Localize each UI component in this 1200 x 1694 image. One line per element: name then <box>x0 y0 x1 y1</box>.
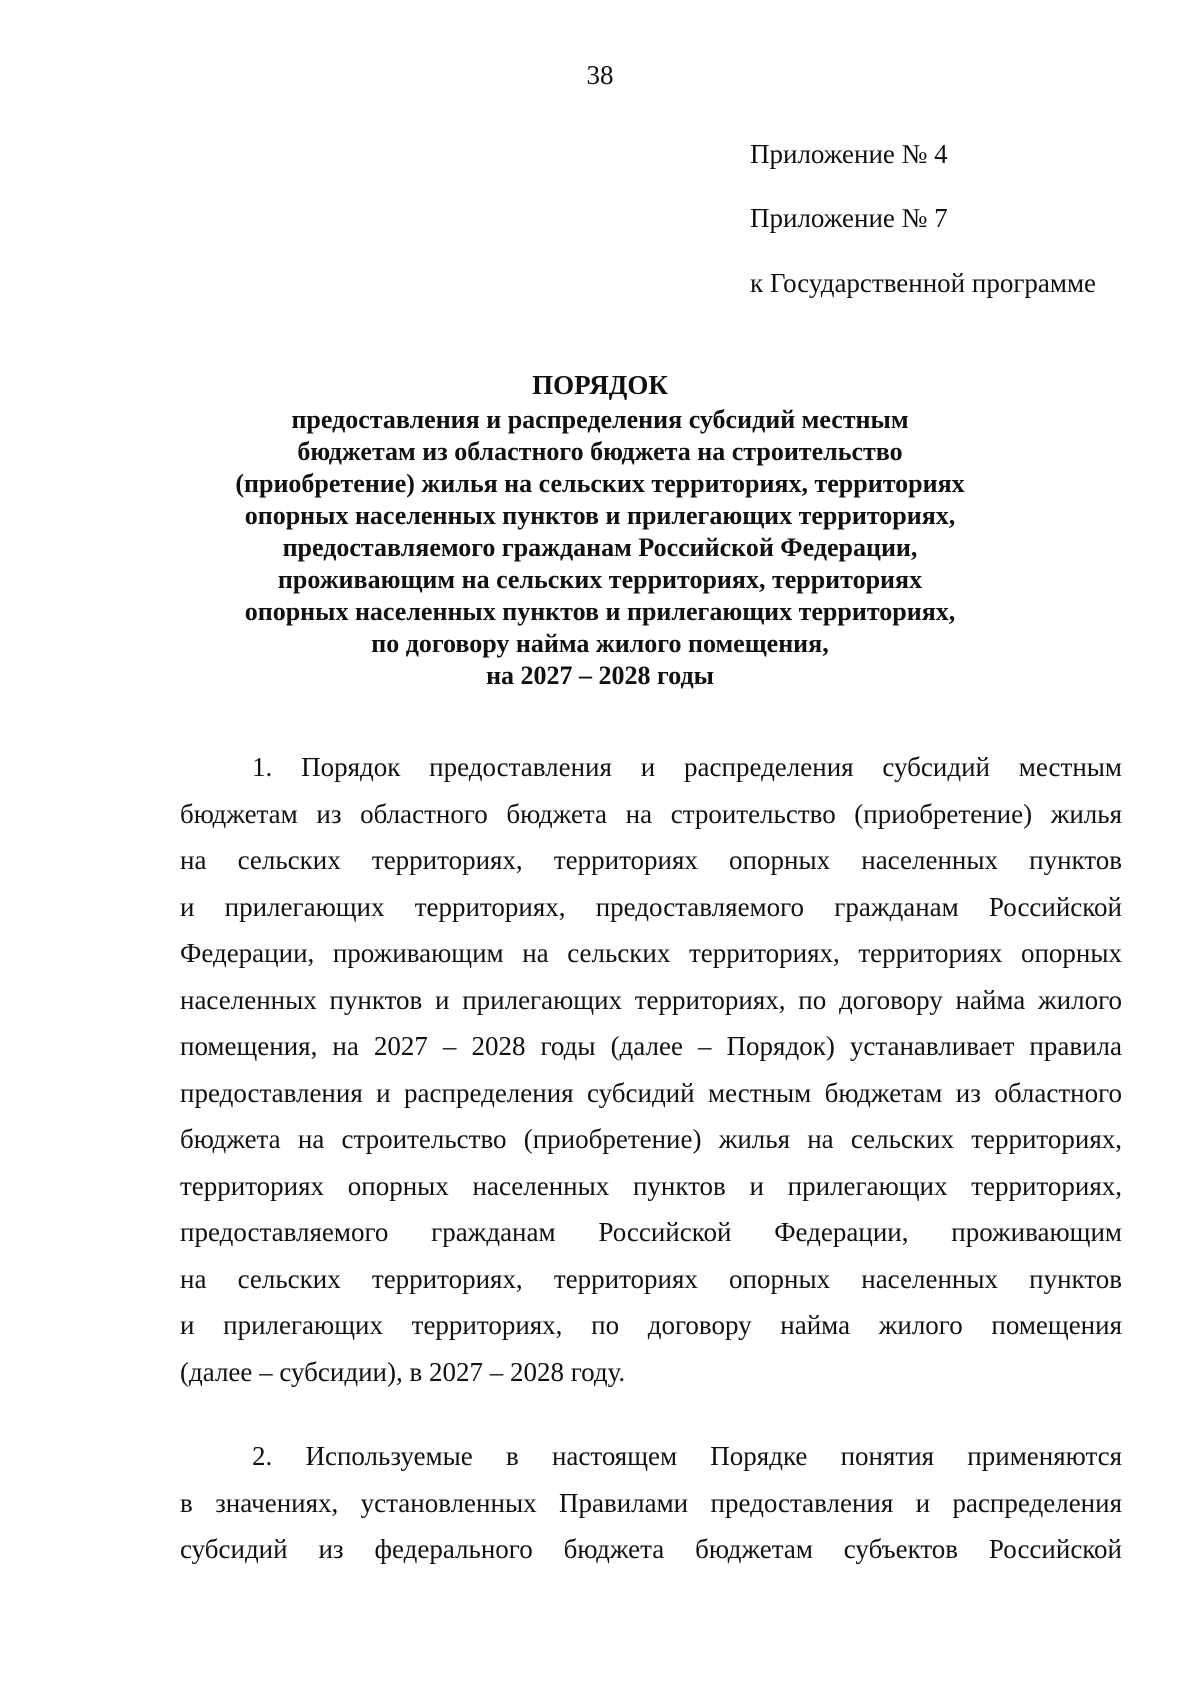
paragraph-line: субсидий из федерального бюджета бюджетам субъектов Российской <box>180 1534 1122 1564</box>
paragraph-line: бюджета на строительство (приобретение) жилья на сельских территориях, <box>180 1124 1122 1154</box>
subtitle-line: опорных населенных пунктов и прилегающих территориях, <box>244 597 956 626</box>
paragraph-line: на сельских территориях, территориях опорных населенных пунктов <box>180 1263 1122 1294</box>
paragraph-1 <box>180 744 1122 1395</box>
subtitle-line: проживающим на сельских территориях, территориях <box>277 565 923 594</box>
paragraph-line: и прилегающих территориях, по договору найма жилого помещения <box>180 1310 1122 1340</box>
paragraph-line: территориях опорных населенных пунктов и прилегающих территориях, <box>180 1170 1122 1201</box>
subtitle-line: по договору найма жилого помещения, <box>371 629 829 658</box>
paragraph-line: помещения, на 2027 – 2028 годы (далее – Порядок) устанавливает правила <box>180 1031 1122 1061</box>
paragraph-line: Федерации, проживающим на сельских территориях, территориях опорных <box>180 938 1122 968</box>
appendix-label-4: Приложение № 4 <box>750 139 948 169</box>
document-title: ПОРЯДОК <box>532 370 668 400</box>
subtitle-line: опорных населенных пунктов и прилегающих территориях, <box>244 501 956 530</box>
subtitle-line: бюджетам из областного бюджета на строительство <box>297 437 903 466</box>
paragraph-line: и прилегающих территориях, предоставляемого гражданам Российской <box>180 891 1122 922</box>
paragraph-line: на сельских территориях, территориях опорных населенных пунктов <box>180 845 1122 875</box>
paragraph-line: населенных пунктов и прилегающих территориях, по договору найма жилого <box>180 984 1122 1015</box>
paragraph-2 <box>180 1433 1122 1573</box>
paragraph-line: бюджетам из областного бюджета на строительство (приобретение) жилья <box>180 798 1122 829</box>
subtitle-line: предоставления и распределения субсидий местным <box>291 405 909 434</box>
subtitle-line: предоставляемого гражданам Российской Федерации, <box>282 533 918 562</box>
appendix-label-7: Приложение № 7 <box>750 203 948 233</box>
appendix-program-reference: к Государственной программе <box>750 268 1097 298</box>
paragraph-line: 2. Используемые в настоящем Порядке понятия применяются <box>252 1441 1122 1471</box>
paragraph-line: предоставляемого гражданам Российской Федерации, проживающим <box>180 1217 1122 1247</box>
paragraph-line: в значениях, установленных Правилами предоставления и распределения <box>180 1487 1122 1518</box>
paragraph-line: (далее – субсидии), в 2027 – 2028 году. <box>180 1356 626 1387</box>
paragraph-line: 1. Порядок предоставления и распределения субсидий местным <box>252 752 1122 782</box>
page-number: 38 <box>586 60 614 90</box>
document-subtitle <box>150 404 1050 692</box>
paragraph-line: предоставления и распределения субсидий местным бюджетам из областного <box>180 1077 1122 1108</box>
subtitle-line: на 2027 – 2028 годы <box>486 661 714 690</box>
subtitle-line: (приобретение) жилья на сельских территориях, территориях <box>235 469 965 498</box>
